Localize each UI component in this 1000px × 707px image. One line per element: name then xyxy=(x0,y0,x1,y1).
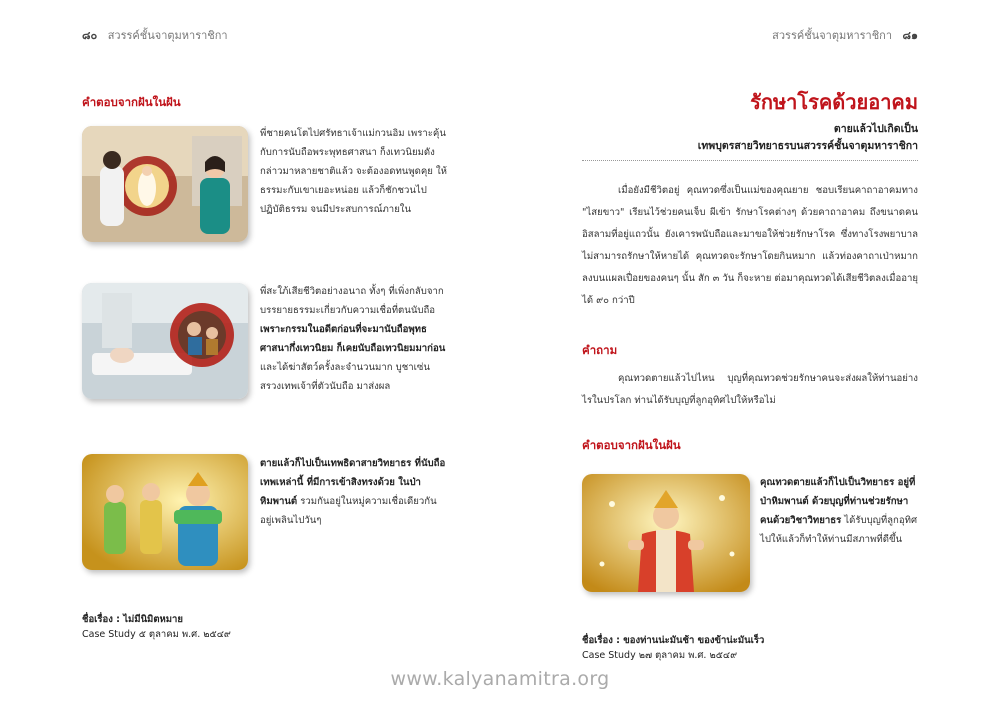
caption-3 xyxy=(260,454,450,530)
illustration-vidyadhara-group xyxy=(82,454,248,570)
caption-1-text: พี่ชายคนโตไปศรัทธาเจ้าแม่กวนอิม เพราะคุ้นกับการนับถือพระพุทธศาสนา ก็งเทวนิยมดังกล่าวมาหลายชาติแล้ว จะต้องอดทนพูดคุย ให้ธรรมะกับเขาเยอะหน่อย แล้วก็ชักชวนไปปฏิบัติธรรม จนมีประสบการณ์ภายใน xyxy=(260,128,447,215)
intro-paragraph: เมื่อยังมีชีวิตอยู่ คุณทวดซึ่งเป็นแม่ของคุณยาย ชอบเรียนคาถาอาคมทาง "ไสยขาว" เรียนไว้ช่วยคนเจ็บ ผีเข้า รักษาโรคต่างๆ ด้วยคาถาอาคม ถึงขนาดคนอิสลามที่อยู่แถวนั้น ยังเคารพนับถือและมาขอให้ช่วยรักษาโรค ซึ่งทางโรงพยาบาลไม่สามารถรักษาให้หายได้ คุณทวดจะรักษาโดยกินหมาก แล้วท่องคาถาเป่าหมากลงบนแผลเปื่อยของคนๆ นั้น สัก ๓ วัน ก็จะหาย ต่อมาคุณทวดได้เสียชีวิตลงเมื่ออายุได้ ๙๐ กว่าปี xyxy=(582,185,918,306)
left-section-title: คำตอบจากฝันในฝัน xyxy=(82,95,181,109)
subtitle-line-1: ตายแล้วไปเกิดเป็น xyxy=(833,123,918,135)
dotted-divider xyxy=(582,160,918,161)
left-story-date: Case Study ๕ ตุลาคม พ.ศ. ๒๕๔๙ xyxy=(82,629,231,640)
illustration-hospital xyxy=(82,283,248,399)
question-paragraph: คุณทวดตายแล้วไปไหน บุญที่คุณทวดช่วยรักษาคนจะส่งผลให้ท่านอย่างไรในปรโลก ท่านได้รับบุญที่ลูกอุทิศไปให้หรือไม่ xyxy=(582,373,918,406)
caption-1 xyxy=(260,124,450,219)
right-story-date: Case Study ๒๗ ตุลาคม พ.ศ. ๒๕๔๙ xyxy=(582,650,738,661)
caption-3-text-bold: ตายแล้วก็ไปเป็นเทพธิดาสายวิทยาธร ที่นับถือเทพเหล่านี้ ที่มีการเข้าสิงทรงด้วย ในป่าหิมพานต์ xyxy=(260,458,446,507)
right-running-title: สวรรค์ชั้นจาตุมหาราชิกา xyxy=(772,29,893,42)
left-running-header xyxy=(82,26,228,44)
caption-2-text-b: และได้ฆ่าสัตว์ครั้งละจำนวนมาก บูชาเซ่นสรวงเทพเจ้าที่ตัวนับถือ มาส่งผล xyxy=(260,362,430,392)
left-story-label: ชื่อเรื่อง : ไม่มีนิมิตหมาย xyxy=(82,614,183,625)
answer-caption-text: ได้รับบุญที่ลูกอุทิศไปให้แล้วก็ทำให้ท่านมีสภาพที่ดีขึ้น xyxy=(760,515,918,545)
right-story-label: ชื่อเรื่อง : ของท่านน่ะมันช้า ของข้าน่ะมันเร็ว xyxy=(582,635,765,646)
caption-2-text-bold: เพราะกรรมในอดีตก่อนที่จะมานับถือพุทธศาสนากึ่งเทวนิยม ก็เคยนับถือเทวนิยมมาก่อน xyxy=(260,324,446,354)
illustration-guanyin xyxy=(82,126,248,242)
question-heading: คำถาม xyxy=(582,343,618,357)
left-page-number: ๘๐ xyxy=(82,29,98,42)
caption-2 xyxy=(260,282,450,396)
footer-website-url: www.kalyanamitra.org xyxy=(390,668,610,690)
subtitle-line-2: เทพบุตรสายวิทยาธรบนสวรรค์ชั้นจาตุมหาราชิกา xyxy=(697,140,918,152)
left-running-title: สวรรค์ชั้นจาตุมหาราชิกา xyxy=(107,29,228,42)
left-story-info xyxy=(82,612,382,642)
answer-heading: คำตอบจากฝันในฝัน xyxy=(582,438,681,452)
right-page-number: ๘๑ xyxy=(902,29,918,42)
main-subtitle xyxy=(698,121,918,155)
illustration-great-grandmother-vidyadhara xyxy=(582,474,750,592)
answer-caption-bold: คุณทวดตายแล้วก็ไปเป็นวิทยาธร อยู่ที่ป่าหิมพานต์ ด้วยบุญที่ท่านช่วยรักษาคนด้วยวิชาวิทยาธร xyxy=(760,477,916,526)
caption-3-text: รวมกันอยู่ในหมู่ความเชื่อเดียวกัน อยู่เพลินไปวันๆ xyxy=(260,496,437,526)
main-title: รักษาโรคด้วยอาคม xyxy=(750,90,918,114)
right-story-info xyxy=(582,633,922,663)
right-running-header xyxy=(772,26,918,44)
caption-2-text-a: พี่สะใภ้เสียชีวิตอย่างอนาถ ทั้งๆ ที่เพิ่งกลับจากบรรยายธรรมะเกี่ยวกับความเชื่อที่ตนนับถือ xyxy=(260,286,444,316)
answer-caption xyxy=(760,473,918,549)
